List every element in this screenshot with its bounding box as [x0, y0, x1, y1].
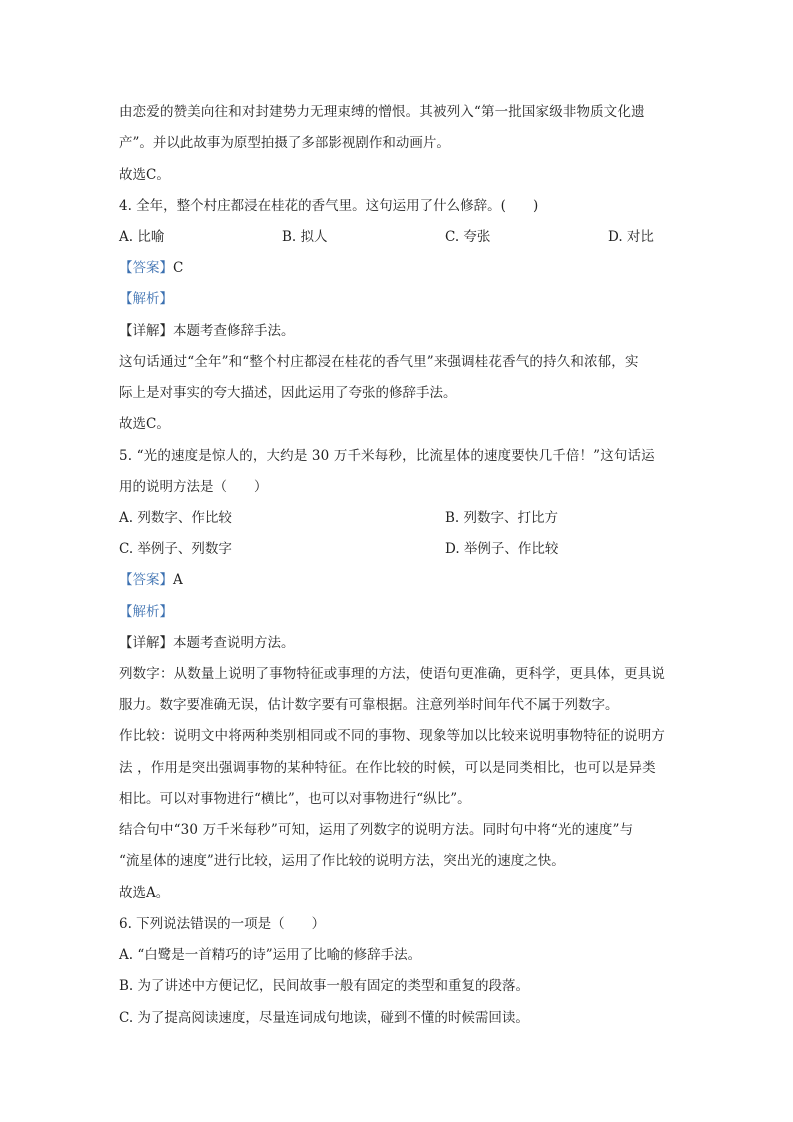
q4-detail — [119, 321, 295, 341]
analysis-tag: 【解析】 — [119, 291, 173, 307]
q4-explain-line: 际上是对事实的夸大描述，因此运用了夸张的修辞手法。 — [119, 385, 457, 401]
q5-explain-line: 作比较：说明文中将两种类别相同或不同的事物、现象等加以比较来说明事物特征的说明方 — [119, 728, 665, 744]
q6-option-c: C. 为了提高阅读速度，尽量连词成句地读，碰到不懂的时候需回读。 — [119, 1010, 529, 1026]
q5-analysis — [119, 602, 173, 622]
detail-tag: 【详解】 — [119, 635, 173, 651]
q4-explain-line: 这句话通过“全年”和“整个村庄都浸在桂花的香气里”来强调桂花香气的持久和浓郁，实 — [119, 354, 639, 370]
q5-answer — [119, 570, 183, 590]
answer-tag: 【答案】 — [119, 260, 173, 276]
q5-explain-line: 法 ，作用是突出强调事物的某种特征。在作比较的时候，可以是同类相比，也可以是异类 — [119, 760, 656, 776]
detail-text: 本题考查说明方法。 — [173, 635, 295, 651]
q5-detail — [119, 633, 295, 653]
q5-option-d: D. 举例子、作比较 — [445, 541, 559, 557]
q5-conclusion: 故选A。 — [119, 885, 170, 901]
q6-option-b: B. 为了讲述中方便记忆，民间故事一般有固定的类型和重复的段落。 — [119, 978, 530, 994]
question-5-stem: 用的说明方法是（ ） — [119, 479, 268, 495]
answer-value: C — [173, 260, 184, 276]
detail-tag: 【详解】 — [119, 323, 173, 339]
question-5-stem: 5. “光的速度是惊人的，大约是 30 万千米每秒，比流星体的速度要快几千倍！”这句话运 — [119, 448, 655, 464]
analysis-tag: 【解析】 — [119, 604, 173, 620]
q5-option-a: A. 列数字、作比较 — [119, 510, 232, 526]
question-6-stem: 6. 下列说法错误的一项是（ ） — [119, 916, 326, 932]
detail-text: 本题考查修辞手法。 — [173, 323, 295, 339]
q4-analysis — [119, 289, 173, 309]
conclusion-line: 故选C。 — [119, 167, 170, 183]
answer-tag: 【答案】 — [119, 572, 173, 588]
q5-option-c: C. 举例子、列数字 — [119, 541, 232, 557]
q4-answer — [119, 258, 183, 278]
question-4-stem: 4. 全年，整个村庄都浸在桂花的香气里。这句运用了什么修辞。( ) — [119, 198, 539, 214]
q4-option-a: A. 比喻 — [119, 229, 165, 245]
q5-explain-line: 列数字：从数量上说明了事物特征或事理的方法，使语句更准确，更科学，更具体，更具说 — [119, 666, 665, 682]
q4-conclusion: 故选C。 — [119, 416, 170, 432]
q5-option-b: B. 列数字、打比方 — [445, 510, 559, 526]
q6-option-a: A. “白鹭是一首精巧的诗”运用了比喻的修辞手法。 — [119, 947, 422, 963]
paragraph-line: 产”。并以此故事为原型拍摄了多部影视剧作和动画片。 — [119, 135, 450, 151]
q5-explain-line: 服力。数字要准确无误，估计数字要有可靠根据。注意列举时间年代不属于列数字。 — [119, 697, 619, 713]
answer-value: A — [173, 572, 183, 588]
paragraph-line: 由恋爱的赞美向往和对封建势力无理束缚的憎恨。其被列入“第一批国家级非物质文化遗 — [119, 104, 645, 120]
q4-option-d: D. 对比 — [608, 229, 654, 245]
q4-option-b: B. 拟人 — [282, 229, 328, 245]
q5-explain-line: “流星体的速度”进行比较，运用了作比较的说明方法，突出光的速度之快。 — [119, 853, 565, 869]
q5-explain-line: 结合句中“30 万千米每秒”可知，运用了列数字的说明方法。同时句中将“光的速度”与 — [119, 822, 634, 838]
q4-option-c: C. 夸张 — [445, 229, 491, 245]
q5-explain-line: 相比。可以对事物进行“横比”，也可以对事物进行“纵比”。 — [119, 791, 471, 807]
